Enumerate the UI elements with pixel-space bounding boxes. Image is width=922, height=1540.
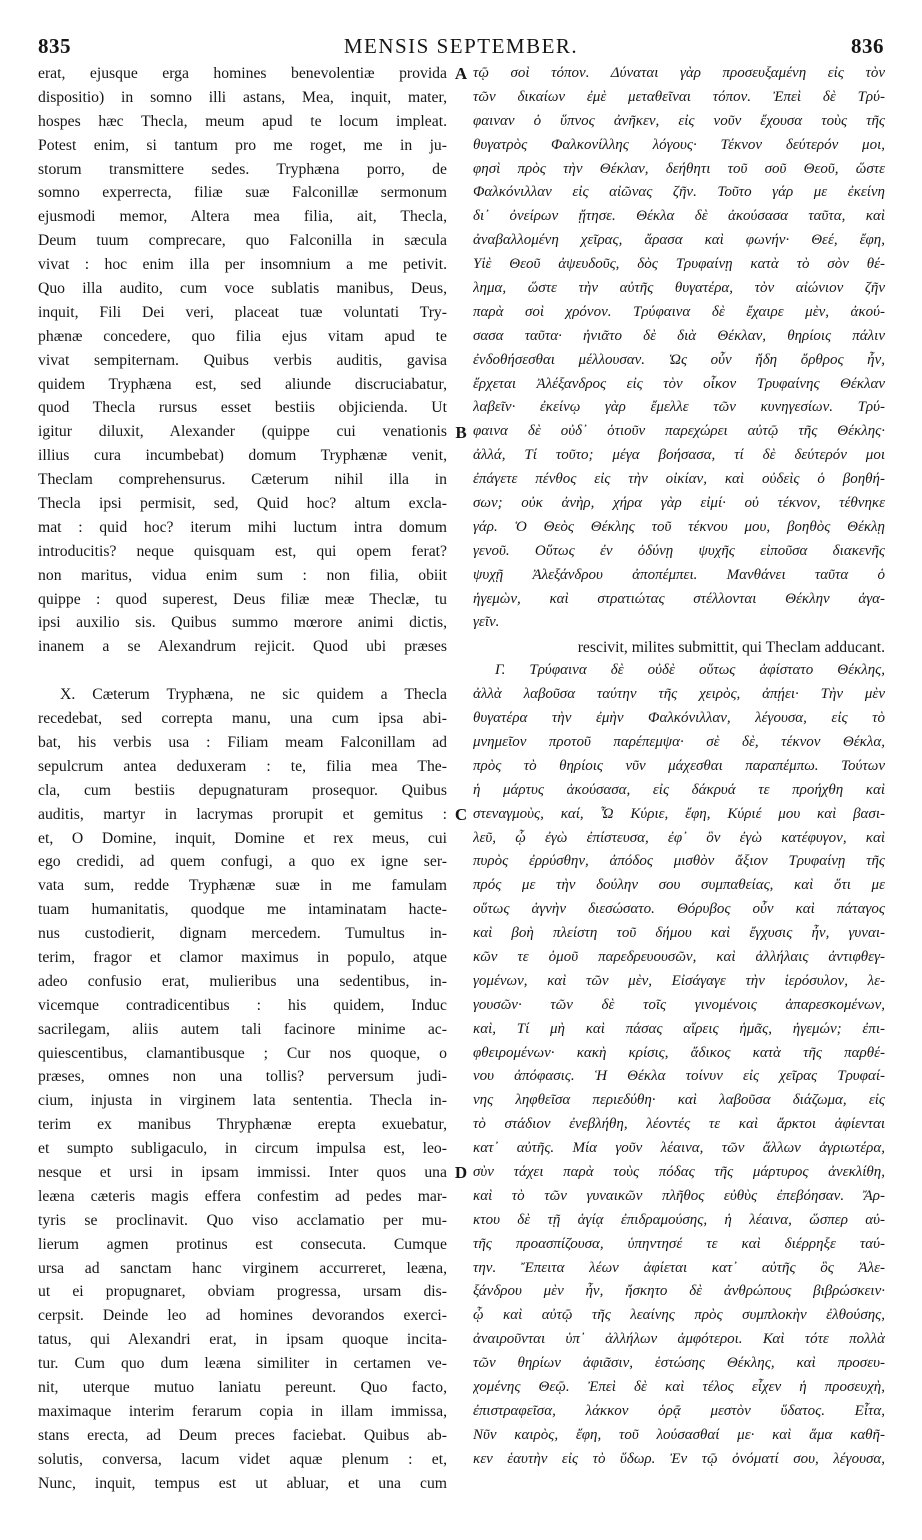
- text-line: ἀναβαλλομένη χεῖρας, ἄρασα καὶ φωνήν· Θεέ, ἔφη,: [473, 232, 885, 249]
- text-line: sacrilegam, aliis autem tali facinore minime ac-: [38, 1020, 447, 1038]
- text-line: introducitis? neque quisquam est, qui opem ferat?: [38, 542, 447, 560]
- text-line: et sumpto subligaculo, in circum impulsa est, leo-: [38, 1140, 447, 1158]
- text-line: παρὰ σοὶ χρόνον. Τρύφαινα δὲ ἔχαιρε μὲν, ἀκού-: [473, 303, 885, 320]
- text-line: γουσῶν· τῶν δὲ τοῖς γινομένοις ἀπαρεσκομένων,: [473, 996, 885, 1013]
- text-line: λημα, ὥστε τὴν αὐτῆς θυγατέρα, τὸν αἰώνιον ζῆν: [473, 280, 885, 297]
- text-line: κῶν τε ὁμοῦ παρεδρευουσῶν, καὶ ἀλλήλαις ἀντιφθεγ-: [473, 948, 885, 965]
- text-line: inquit, Fili Dei veri, placeat tuæ voluntati Try-: [38, 303, 447, 321]
- text-line: καὶ τὸ τῶν γυναικῶν πλῆθος εὐθὺς ἐπεβόησαν. Ἄρ-: [473, 1187, 885, 1204]
- text-line: cium, injusta in virginem lata sententia. Thecla in-: [38, 1092, 447, 1110]
- text-line: phænæ concedere, quo filia ejus vitam apud te: [38, 327, 447, 345]
- text-line: στεναγμοὺς, καί, Ὦ Κύριε, ἔφη, Κύριέ μου καὶ βασι-: [473, 805, 885, 822]
- text-line: Nunc, inquit, tempus est ut abluar, et una cum: [38, 1474, 447, 1492]
- text-line: igitur diluxit, Alexander (quippe cui venationis: [38, 423, 447, 441]
- text-line: cla, cum bestiis depugnaturam prosequor. Quibus: [38, 781, 447, 799]
- section-marker: B: [455, 422, 467, 442]
- text-line: λαβεῖν· ἐκείνῳ γὰρ ἔμελλε τῶν κυνηγεσίων. Τρύ-: [473, 399, 885, 416]
- text-line: adeo confusio erat, mulieribus una sedentibus, in-: [38, 972, 447, 990]
- text-line: οὕτως ἁγνὴν διεσώσατο. Θόρυβος οὖν καὶ πάταγος: [473, 901, 885, 918]
- text-line: καὶ βοὴ πλείστη τοῦ δήμου καὶ ἔγχυσις ἦν, γυναι-: [473, 925, 885, 942]
- latin-continuation: [39, 62, 885, 659]
- text-line: præses, omnes non una tollis? perversum judi-: [38, 1068, 447, 1086]
- text-line: πρὸς τὸ θηρίοις νῦν μάχεσθαι παραπέμπω. Τούτων: [473, 757, 885, 774]
- section-marker: D: [454, 1163, 468, 1183]
- text-line: γενοῦ. Οὕτως ἐν ὀδύνῃ ψυχῆς εἰποῦσα διακενῆς: [473, 542, 885, 559]
- text-line: tur. Cum quo dum leæna similiter in certamen ve-: [38, 1355, 447, 1373]
- text-line: somno experrecta, filiæ suæ Falconillæ sermonum: [38, 184, 447, 202]
- text-line: Υἱὲ Θεοῦ ἀψευδοῦς, δὸς Τρυφαίνῃ κατὰ τὸ σὸν θέ-: [473, 256, 885, 273]
- text-line: κτου δὲ τῇ ἁγίᾳ ἐπιδραμούσης, ἡ λέαινα, ὥσπερ αὐ-: [473, 1211, 885, 1228]
- text-line: solutis, conversa, lacum videt aquæ plenum : et,: [38, 1450, 447, 1468]
- text-line: rescivit, milites submittit, qui Theclam adducant.: [577, 638, 885, 656]
- text-line: X. Cæterum Tryphæna, ne sic quidem a Thecla: [60, 686, 447, 704]
- text-line: nit, uterque mutuo laniatu pereunt. Quo facto,: [38, 1378, 447, 1396]
- text-line: Potest enim, si tantum pro me roget, me in ju-: [38, 136, 447, 154]
- text-line: auditis, martyr in lacrymas prorupit et gemitus :: [38, 805, 447, 823]
- text-line: τῷ σοὶ τόπον. Δύναται γὰρ προσευξαμένη εἰς τὸν: [473, 65, 885, 81]
- text-line: την. Ἔπειτα λέων ἀφίεται κατ᾿ αὐτῆς ὃς Ἀλε-: [473, 1259, 885, 1276]
- text-line: ἀλλὰ λαβοῦσα ταύτην τῆς χειρὸς, ἀπῄει· Τὴν μὲν: [473, 686, 885, 703]
- text-line: tyris se proclinavit. Quo viso acclamatio per mu-: [38, 1211, 447, 1229]
- text-line: γάρ. Ὁ Θεὸς Θέκλης τοῦ τέκνου μου, βοηθὸς Θέκλῃ: [473, 518, 885, 535]
- text-line: lierum agmen protinus est consecuta. Cumque: [38, 1235, 447, 1253]
- text-line: cerpsit. Deinde leo ad homines devorandos exerci-: [38, 1307, 447, 1325]
- text-line: quiescentibus, clamantibusque ; Cur nos quoque, o: [38, 1044, 447, 1062]
- text-line: ursa ad sanctam hanc virginem accurreret, leæna,: [38, 1259, 447, 1277]
- text-line: τὸ στάδιον ἐνεβλήθη, λέοντές τε καὶ ἄρκτοι ἀφίενται: [473, 1116, 885, 1133]
- text-line: nesque et ursi in ipsam immissi. Inter quos una: [38, 1163, 447, 1181]
- text-line: ἡγεμὼν, καὶ στρατιώτας στέλλονται Θέκλην ἀγα-: [473, 590, 885, 607]
- text-line: dispositio) in somno illi astans, Mea, inquit, mater,: [38, 88, 447, 106]
- text-line: σων; οὐκ ἀνὴρ, χήρα γὰρ εἰμί· οὐ τέκνον, τέθνηκε: [473, 495, 885, 512]
- text-line: mat : quid hoc? iterum mihi luctum intra domum: [38, 518, 447, 536]
- text-line: bat, his verbis usa : Filiam meam Falconillam ad: [38, 733, 447, 751]
- text-line: vata sum, redde Tryphænæ suæ in me famulam: [38, 877, 447, 895]
- text-line: non maritus, vidua enim sum : non filia, obiit: [38, 566, 447, 584]
- section-marker: A: [454, 64, 468, 83]
- text-line: λεῦ, ᾧ ἐγὼ ἐπίστευσα, ἐφ᾿ ὃν ἐγὼ κατέφυγον, καὶ: [473, 829, 885, 846]
- text-line: θυγατρὸς Φαλκονίλλης λόγους· Τέκνον δεύτερόν μοι,: [473, 136, 885, 153]
- text-line: ego credidi, ad quem confugi, a quo ex igne ser-: [38, 853, 447, 871]
- text-line: nus custodierit, dignam mercedem. Tumultus in-: [38, 925, 447, 943]
- text-line: γομένων, καὶ τῶν μὲν, Εἰσάγαγε τὴν ἱερόσυλον, λε-: [473, 972, 885, 989]
- text-line: ἐνδοθήσεσθαι μέλλουσαν. Ὡς οὖν ἤδη ὄρθρος ἦν,: [473, 351, 885, 368]
- text-line: κατ᾿ αὐτῆς. Μία γοῦν λέαινα, τῶν ἄλλων ἀγριωτέρα,: [473, 1140, 885, 1157]
- text-line: sepulcrum antea deduxeram : te, filia mea The-: [38, 757, 447, 775]
- text-line: φησὶ πρὸς τὴν Θέκλαν, δεήθητι τοῦ σοῦ Θεοῦ, ὥστε: [473, 160, 885, 177]
- text-line: stans erecta, ad Deum preces faciebat. Quibus ab-: [38, 1426, 447, 1444]
- text-line: ἔρχεται Ἀλέξανδρος εἰς τὸν οἶκον Τρυφαίνης Θέκλαν: [473, 375, 885, 392]
- text-line: terim ex manibus Thryphænæ erepta exuebatur,: [38, 1116, 447, 1134]
- text-line: quidem Tryphæna est, sed aliunde discruciabatur,: [38, 375, 447, 393]
- text-line: tatus, qui Alexandri erat, in ipsam quoque incita-: [38, 1331, 447, 1349]
- text-line: θυγατέρα τὴν ἐμὴν Φαλκόνιλλαν, λέγουσα, εἰς τὸ: [473, 710, 885, 727]
- text-line: σὺν τάχει παρὰ τοὺς πόδας τῆς μάρτυρος ἀνεκλίθη,: [473, 1163, 885, 1180]
- text-line: Γ. Τρύφαινα δὲ οὐδὲ οὕτως ἀφίστατο Θέκλης,: [495, 662, 885, 679]
- text-line: ἀναιροῦνται ὑπ᾿ ἀλλήλων ἀμφότεροι. Καὶ τότε πολλὰ: [473, 1331, 885, 1348]
- text-line: et, O Domine, inquit, Domine et rex meus, cui: [38, 829, 447, 847]
- text-line: quippe : quod superest, Deus filiæ meæ Theclæ, tu: [38, 590, 447, 608]
- text-line: quod Thecla rursus esset bestiis objicienda. Ut: [38, 399, 447, 417]
- text-line: ξάνδρου μὲν ἦν, ἤσκητο δὲ ἀνθρώπους βιβρώσκειν·: [473, 1283, 885, 1300]
- text-line: φαινα δὲ οὐδ᾿ ὁτιοῦν παρεχώρει αὐτῷ τῆς Θέκλης·: [473, 423, 885, 440]
- text-line: Quo illa audito, cum voce sublatis manibus, Deus,: [38, 280, 447, 298]
- text-line: storum transmittere sedes. Tryphæna porro, de: [38, 160, 447, 178]
- text-line: τῶν δικαίων ἐμὲ μεταθεῖναι τόπον. Ἐπεὶ δὲ Τρύ-: [473, 88, 885, 105]
- text-line: Νῦν καιρὸς, ἔφη, τοῦ λούσασθαί με· καὶ ἅμα καθῆ-: [473, 1426, 885, 1443]
- text-line: ipsi auxilio sis. Quibus summo mœrore animi dictis,: [38, 614, 447, 632]
- text-line: πρός με τὴν δούλην σου συμπαθείας, καὶ ὅτι με: [473, 877, 885, 894]
- text-line: σασα ταῦτα· ἠνιᾶτο δὲ διὰ Θέκλαν, θηρίοις πάλιν: [473, 327, 885, 344]
- text-line: πυρὸς ἐρρύσθην, ἀπόδος μισθὸν ἄξιον Τρυφαίνῃ τῆς: [473, 853, 885, 870]
- text-line: κεν ἑαυτὴν εἰς τὸ ὕδωρ. Ἐν τῷ ὀνόματί σου, λέγουσα,: [473, 1450, 885, 1467]
- text-line: recedebat, sed correpta manu, una cum ipsa abi-: [38, 710, 447, 728]
- text-line: leæna cæteris magis effera confestim ad pedes mar-: [38, 1187, 447, 1205]
- text-line: illius cura incumbebat) domum Tryphænæ venit,: [38, 447, 447, 465]
- text-line: ἐπιστραφεῖσα, λάκκον ὁρᾷ μεστὸν ὕδατος. Εἶτα,: [473, 1402, 885, 1419]
- text-line: Thecla ipsi permisit, sed, Quid hoc? altum excla-: [38, 495, 447, 513]
- text-line: vicemque contradicentibus : his quidem, Induc: [38, 996, 447, 1014]
- text-line: δι᾿ ὀνείρων ᾔτησε. Θέκλα δὲ ἀκούσασα ταῦτα, καὶ: [473, 208, 885, 225]
- text-line: χομένης Θεῷ. Ἐπεὶ δὲ καὶ τέλος εἶχεν ἡ προσευχὴ,: [473, 1378, 885, 1395]
- text-line: γεῖν.: [473, 614, 500, 631]
- text-line: φαιναν ὁ ὕπνος ἀνῆκεν, εἰς νοῦν ἔχουσα τοὺς τῆς: [473, 112, 885, 129]
- text-line: ἡ μάρτυς ἀκούσασα, εἰς δάκρυά τε προήχθη καὶ: [473, 781, 885, 798]
- text-line: tuam humanitatis, quodque me intaminatam hacte-: [38, 901, 447, 919]
- text-line: terim, fragor et clamor maximus in populo, atque: [38, 948, 447, 966]
- text-line: ἐπάγετε πένθος εἰς τὴν οἰκίαν, καὶ οὐδεὶς ὁ βοηθή-: [473, 471, 885, 488]
- text-line: vivat : hoc enim illa per insomnium a me petivit.: [38, 256, 447, 274]
- text-line: erat, ejusque erga homines benevolentiæ provida: [38, 65, 447, 82]
- text-line: inanem a se Alexandrum rejicit. Quod ubi præses: [38, 638, 447, 656]
- text-line: φθειρομένων· κακὴ κρίσις, ἄδικος κατὰ τῆς παρθέ-: [473, 1044, 885, 1061]
- text-line: Deum tuum comprecare, quo Falconilla in sæcula: [38, 232, 447, 250]
- running-title: MENSIS SEPTEMBER.: [343, 34, 579, 58]
- text-line: νης ληφθεῖσα περιεδύθη· καὶ λαβοῦσα διάζωμα, εἰς: [473, 1092, 885, 1109]
- text-line: Theclam comprehensurus. Cæterum nihil illa in: [38, 471, 447, 489]
- text-line: Φαλκόνιλλαν εἰς αἰῶνας ζῆν. Τοῦτο γάρ με ἐκείνη: [473, 184, 885, 201]
- text-line: ἀλλά, Τί τοῦτο; μέγα βοήσασα, τί δὲ δεύτερόν μοι: [473, 447, 885, 464]
- text-line: τῶν θηρίων ἀφιᾶσιν, ἑστώσης Θέκλης, καὶ προσευ-: [473, 1355, 885, 1372]
- text-line: μνημεῖον προτοῦ παρέπεμψα· σὲ δὲ, τέκνον Θέκλα,: [473, 733, 885, 750]
- page-number-right: 836: [851, 34, 884, 58]
- text-line: maximaque interim ferarum copia in illam immissa,: [38, 1402, 447, 1420]
- text-line: hospes hæc Thecla, meum apud te locum impleat.: [38, 112, 447, 130]
- text-line: ejusmodi memor, Altera mea filia, ait, Thecla,: [38, 208, 447, 226]
- section-marker: C: [454, 804, 468, 824]
- text-line: ᾧ καὶ αὐτῷ τῆς λεαίνης πρὸς συμπλοκὴν ἐλθούσης,: [473, 1307, 885, 1324]
- text-line: ψυχῇ Ἀλεξάνδρου ἀποπέμπει. Μανθάνει ταῦτα ὁ: [473, 566, 885, 583]
- text-line: καὶ, Τί μὴ καὶ πάσας αἴρεις ἡμᾶς, ἡγεμών; ἐπι-: [473, 1020, 885, 1037]
- text-line: τῆς προασπίζουσα, ὑπηντησέ τε καὶ διέρρηξε ταύ-: [473, 1235, 885, 1252]
- text-line: νου ἀπόφασις. Ἡ Θέκλα τοίνυν εἰς χεῖρας Τρυφαί-: [473, 1068, 885, 1085]
- text-line: ut ei propugnaret, obviam progressa, ursam dis-: [38, 1283, 447, 1301]
- page-number-left: 835: [38, 34, 71, 58]
- text-line: vivat sempiternam. Quibus verbis auditis, gavisa: [38, 351, 447, 369]
